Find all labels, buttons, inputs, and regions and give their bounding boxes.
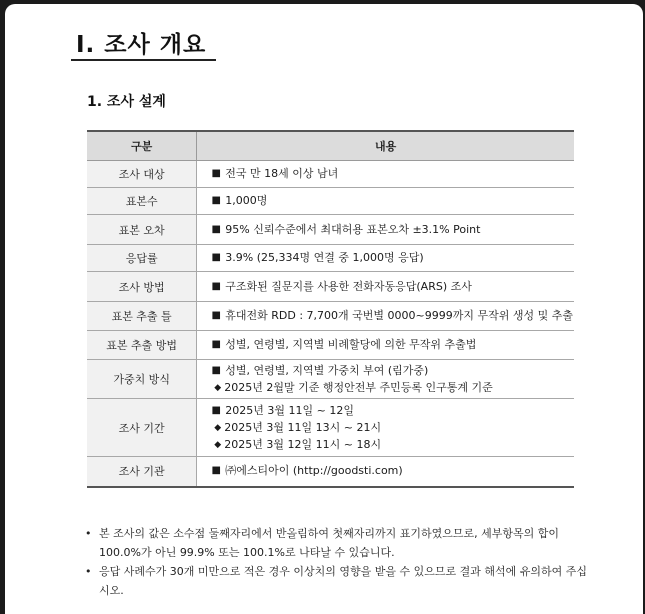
square-bullet-icon: ■ bbox=[211, 465, 221, 477]
row-label: 표본 오차 bbox=[87, 215, 197, 245]
row-label: 표본수 bbox=[87, 188, 197, 215]
table-row bbox=[87, 360, 574, 399]
line-text: 2025년 3월 12일 11시 ~ 18시 bbox=[224, 437, 382, 451]
square-bullet-icon: ■ bbox=[211, 195, 221, 206]
content-line bbox=[207, 464, 573, 478]
table-row bbox=[87, 272, 574, 302]
table-row bbox=[87, 331, 574, 360]
line-text: 3.9% (25,334명 연결 중 1,000명 응답) bbox=[225, 251, 424, 264]
content-line bbox=[207, 280, 573, 294]
row-label: 조사 기관 bbox=[87, 457, 197, 487]
heading-underline bbox=[71, 59, 216, 61]
line-text: 성별, 연령별, 지역별 가중치 부여 (림가중) bbox=[225, 363, 429, 377]
footnote-item bbox=[85, 524, 590, 562]
line-text: 성별, 연령별, 지역별 비례할당에 의한 무작위 추출법 bbox=[225, 338, 477, 351]
line-text: 구조화된 질문지를 사용한 전화자동응답(ARS) 조사 bbox=[225, 279, 472, 293]
square-bullet-icon: ■ bbox=[211, 168, 221, 179]
row-content bbox=[197, 161, 574, 188]
footnote-text: 본 조사의 값은 소수점 둘째자리에서 반올림하여 첫째자리까지 표기하였으므로, 세부항목의 합이 100.0%가 아닌 99.9% 또는 100.1%로 나타날 수 있습니다. bbox=[99, 527, 560, 559]
row-content bbox=[197, 360, 574, 399]
table-header-row bbox=[87, 131, 574, 161]
table-row bbox=[87, 399, 574, 457]
square-bullet-icon: ■ bbox=[211, 252, 221, 263]
line-text: 휴대전화 RDD : 7,700개 국번별 0000~9999까지 무작위 생성 및 추출 bbox=[225, 309, 573, 322]
row-label: 조사 방법 bbox=[87, 272, 197, 302]
row-content bbox=[197, 215, 574, 245]
row-label: 표본 추출 방법 bbox=[87, 331, 197, 360]
row-label: 조사 대상 bbox=[87, 161, 197, 188]
line-text: 2025년 3월 11일 13시 ~ 21시 bbox=[224, 420, 382, 434]
table-row bbox=[87, 302, 574, 331]
line-text: 전국 만 18세 이상 남녀 bbox=[225, 167, 339, 180]
footnote-text: 응답 사례수가 30개 미만으로 적은 경우 이상치의 영향을 받을 수 있으므로 결과 해석에 유의하여 주십시오. bbox=[99, 565, 587, 597]
header-content: 내용 bbox=[197, 131, 574, 161]
line-text: 2025년 3월 11일 ~ 12일 bbox=[225, 403, 354, 417]
row-content bbox=[197, 245, 574, 272]
square-bullet-icon: ■ bbox=[211, 280, 221, 292]
bullet-icon: • bbox=[85, 565, 92, 578]
diamond-bullet-icon: ◆ bbox=[214, 422, 222, 433]
row-content bbox=[197, 302, 574, 331]
footnote-item bbox=[85, 562, 590, 600]
row-label: 표본 추출 틀 bbox=[87, 302, 197, 331]
content-line bbox=[207, 194, 573, 208]
square-bullet-icon: ■ bbox=[211, 364, 221, 376]
content-line bbox=[207, 404, 573, 418]
content-line bbox=[207, 309, 573, 323]
row-content bbox=[197, 457, 574, 487]
table-row bbox=[87, 245, 574, 272]
line-text: 95% 신뢰수준에서 최대허용 표본오차 ±3.1% Point bbox=[225, 222, 481, 236]
line-text: ㈜에스티아이 (http://goodsti.com) bbox=[225, 464, 403, 478]
row-label: 가중치 방식 bbox=[87, 360, 197, 399]
square-bullet-icon: ■ bbox=[211, 310, 221, 321]
subsection-heading: 1. 조사 설계 bbox=[87, 94, 166, 110]
content-line bbox=[207, 421, 573, 435]
survey-design-table bbox=[87, 130, 574, 488]
bullet-icon: • bbox=[85, 527, 92, 540]
document-page bbox=[5, 4, 643, 614]
row-content bbox=[197, 188, 574, 215]
row-content bbox=[197, 272, 574, 302]
line-text: 1,000명 bbox=[225, 194, 268, 207]
table-row bbox=[87, 457, 574, 487]
content-line bbox=[207, 251, 573, 265]
footnotes bbox=[85, 524, 590, 600]
content-line bbox=[207, 167, 573, 181]
content-line bbox=[207, 223, 573, 237]
line-text: 2025년 2월말 기준 행정안전부 주민등록 인구통계 기준 bbox=[224, 380, 493, 394]
section-heading: Ⅰ. 조사 개요 bbox=[76, 32, 207, 58]
content-line bbox=[207, 364, 573, 378]
content-line bbox=[207, 438, 573, 452]
table-row bbox=[87, 215, 574, 245]
row-label: 응답률 bbox=[87, 245, 197, 272]
header-category: 구분 bbox=[87, 131, 197, 161]
row-content bbox=[197, 331, 574, 360]
square-bullet-icon: ■ bbox=[211, 404, 221, 416]
row-label: 조사 기간 bbox=[87, 399, 197, 457]
table-row bbox=[87, 188, 574, 215]
table-row bbox=[87, 161, 574, 188]
content-line bbox=[207, 338, 573, 352]
diamond-bullet-icon: ◆ bbox=[214, 382, 222, 393]
square-bullet-icon: ■ bbox=[211, 339, 221, 350]
content-line bbox=[207, 381, 573, 395]
diamond-bullet-icon: ◆ bbox=[214, 439, 222, 450]
square-bullet-icon: ■ bbox=[211, 223, 221, 235]
row-content bbox=[197, 399, 574, 457]
